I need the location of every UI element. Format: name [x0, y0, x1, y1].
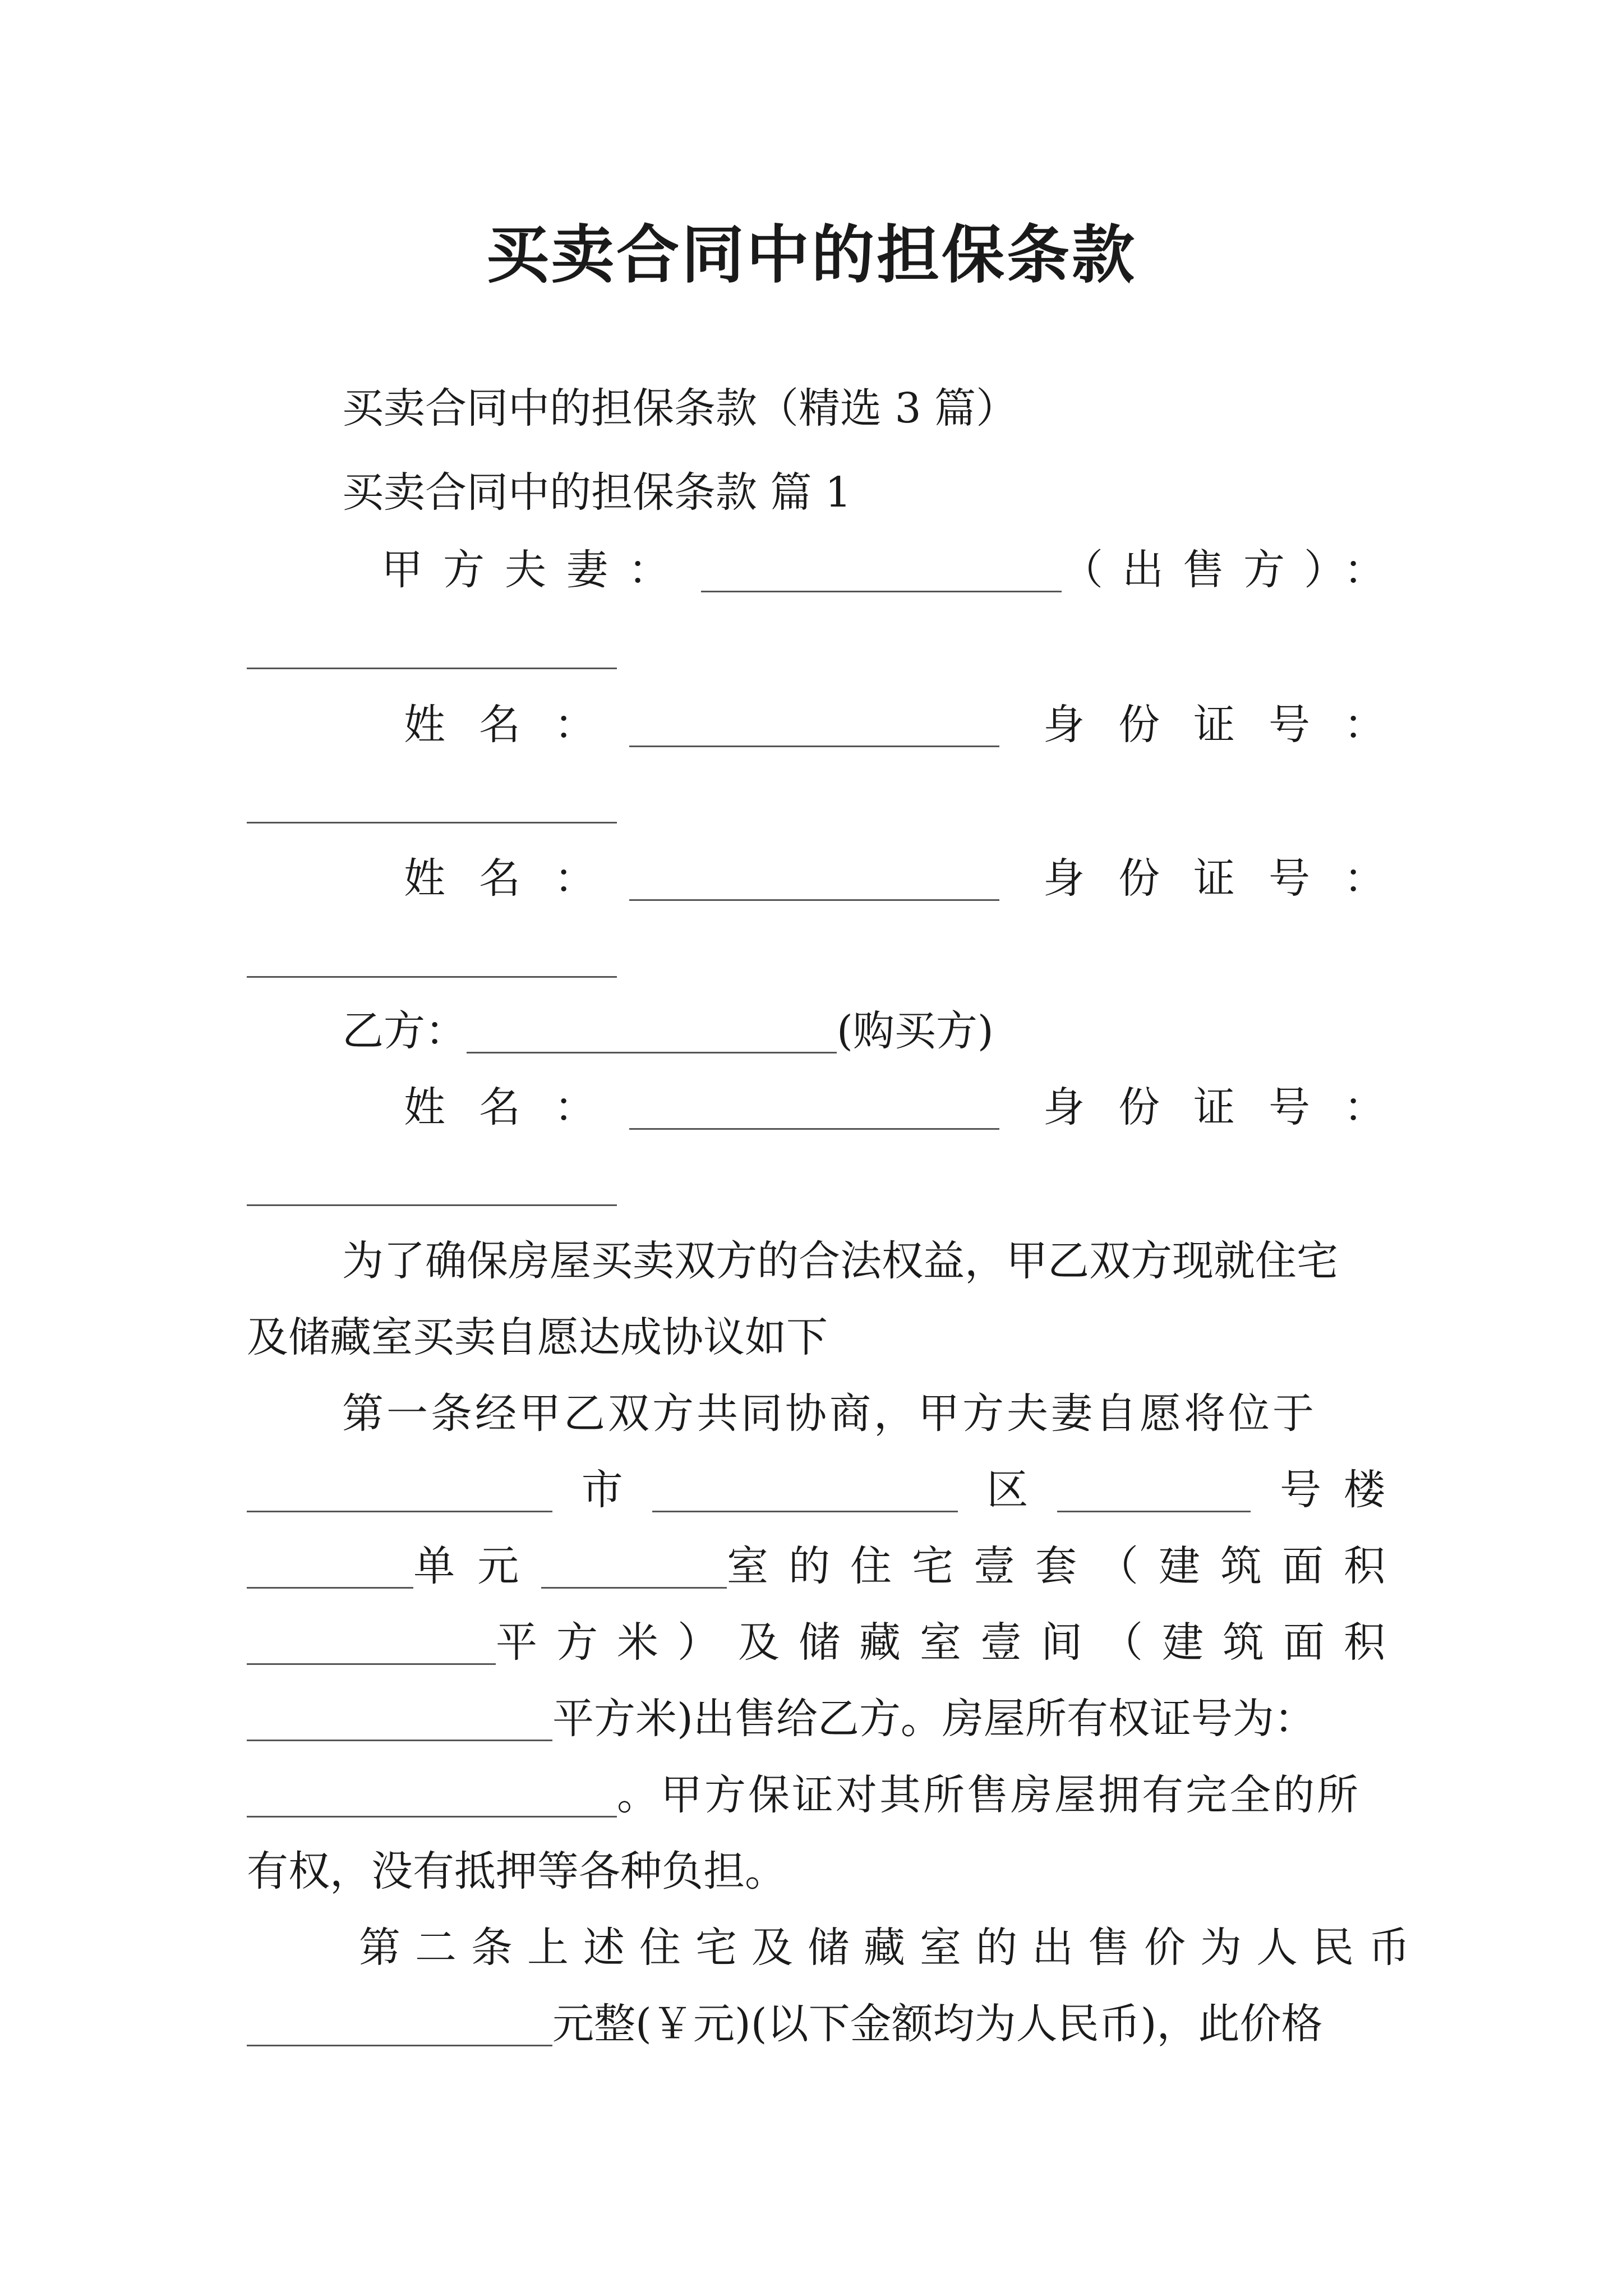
name-blank-1[interactable] — [629, 702, 999, 747]
art1-line-5: 平方米)出售给乙方。房屋所有权证号为： — [247, 1692, 1385, 1746]
id-blank-3[interactable] — [247, 1161, 617, 1206]
art1-line-6: 。甲方保证对其所售房屋拥有完全的所 — [247, 1768, 1385, 1822]
heading-part: 买卖合同中的担保条款 篇 1 — [342, 468, 852, 517]
name-blank-3[interactable] — [629, 1084, 999, 1130]
party-a-blank-line — [247, 620, 1385, 674]
id-blank-line-3 — [247, 1157, 1385, 1211]
name-line-3: 姓名： 身份证号： — [404, 1083, 1419, 1131]
party-b-line: 乙方： (购买方) — [342, 1007, 994, 1055]
unit-blank[interactable] — [247, 1543, 413, 1589]
art2-line-1: 第二条上述住宅及储藏室的出售价为人民币 — [359, 1924, 1424, 1972]
id-blank-line-2 — [247, 928, 1385, 982]
party-a-blank[interactable] — [701, 547, 1062, 592]
price-blank[interactable] — [247, 2001, 552, 2046]
name-line-1: 姓名： 身份证号： — [404, 701, 1419, 749]
area-blank-1[interactable] — [247, 1619, 496, 1665]
city-blank[interactable] — [247, 1467, 552, 1512]
art1-line-4: 平方米）及储藏室壹间（建筑面积 — [247, 1616, 1385, 1669]
art2-line-2: 元整(￥元)(以下金额均为人民币)，此价格 — [247, 1997, 1385, 2051]
intro-line-1: 为了确保房屋买卖双方的合法权益，甲乙双方现就住宅 — [342, 1237, 1338, 1285]
name-blank-2[interactable] — [629, 855, 999, 901]
document-title: 买卖合同中的担保条款 — [486, 218, 1137, 292]
heading-selected: 买卖合同中的担保条款（精选 3 篇） — [342, 384, 1018, 432]
party-a-line: 甲方夫妻： （出售方）： — [381, 546, 1404, 594]
area-blank-2[interactable] — [247, 1696, 552, 1741]
intro-line-2: 及储藏室买卖自愿达成协议如下 — [247, 1313, 828, 1361]
room-blank[interactable] — [541, 1543, 727, 1589]
id-blank-2[interactable] — [247, 932, 617, 978]
id-blank-line-1 — [247, 774, 1385, 828]
art1-line-1: 第一条经甲乙双方共同协商，甲方夫妻自愿将位于 — [342, 1389, 1317, 1438]
party-b-blank[interactable] — [467, 1008, 837, 1053]
certificate-blank[interactable] — [247, 1772, 617, 1818]
district-blank[interactable] — [652, 1467, 958, 1512]
art1-line-2: 市 区 号楼 — [247, 1463, 1385, 1517]
party-a-blank-2[interactable] — [247, 624, 617, 669]
art1-line-3: 单元 室的住宅壹套（建筑面积 — [247, 1539, 1385, 1593]
id-blank-1[interactable] — [247, 778, 617, 823]
art1-line-7: 有权，没有抵押等各种负担。 — [247, 1847, 786, 1895]
building-blank[interactable] — [1057, 1467, 1251, 1512]
name-line-2: 姓名： 身份证号： — [404, 854, 1419, 903]
